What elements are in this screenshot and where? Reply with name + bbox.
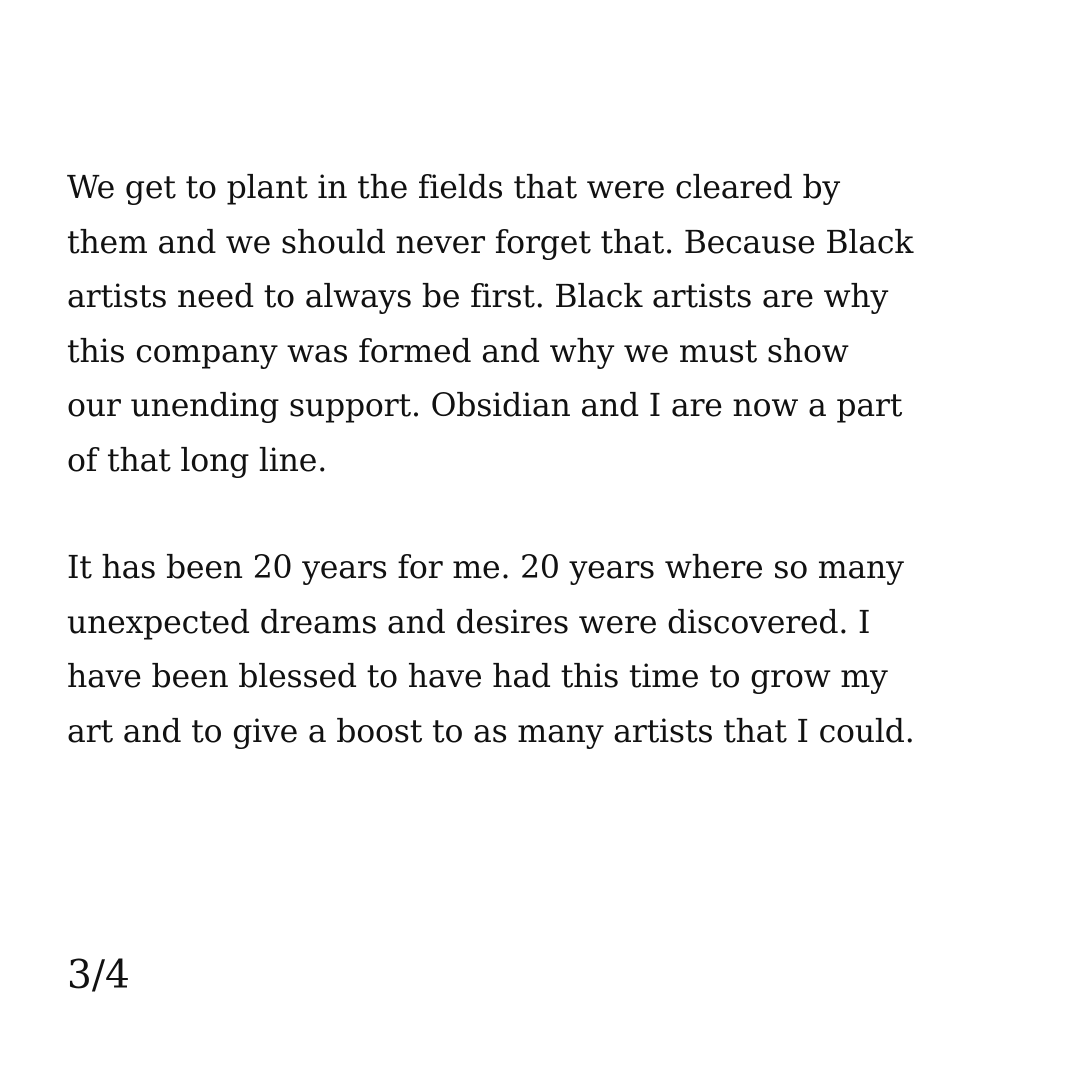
page-indicator: 3/4 xyxy=(67,953,130,998)
paragraph-2-line-1: It has been 20 years for me. 20 years where so many xyxy=(67,550,904,586)
paragraph-2 xyxy=(67,541,1027,759)
paragraph-1-line-6: of that long line. xyxy=(67,442,328,479)
paragraph-1-line-5: our unending support. Obsidian and I are now a part xyxy=(67,388,903,424)
paragraph-1 xyxy=(67,161,1027,488)
paragraph-2-line-2: unexpected dreams and desires were discovered. I xyxy=(67,604,871,641)
paragraph-1-line-3: artists need to always be first. Black artists are why xyxy=(67,279,889,315)
paragraph-1-line-1: We get to plant in the fields that were cleared by xyxy=(67,170,841,206)
paragraph-2-line-4: art and to give a boost to as many artists that I could. xyxy=(67,713,915,750)
paragraph-1-line-2: them and we should never forget that. Because Black xyxy=(67,224,914,261)
paragraph-1-line-4: this company was formed and why we must show xyxy=(67,333,849,370)
paragraph-2-line-3: have been blessed to have had this time to grow my xyxy=(67,659,888,695)
